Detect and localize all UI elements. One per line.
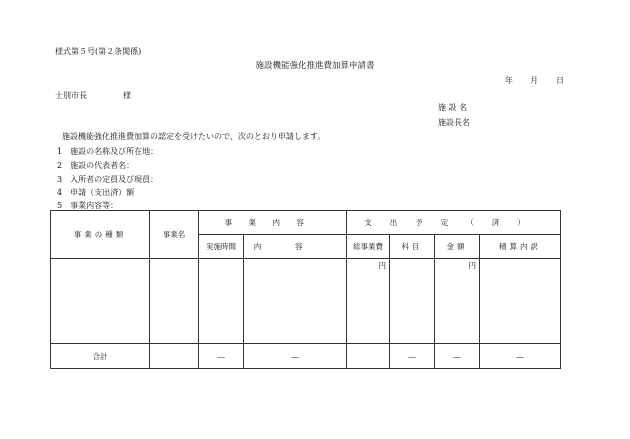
cell-business-name[interactable] (150, 259, 199, 344)
facility-head-label: 施設長名 (438, 118, 470, 127)
addressee: 士別市長 (55, 91, 87, 100)
total-cost-cell[interactable] (347, 344, 390, 369)
header-total-cost: 総事業費 (347, 235, 390, 259)
cell-total-cost[interactable] (347, 259, 390, 344)
cell-period[interactable] (199, 259, 244, 344)
header-breakdown: 積算内訳 (480, 235, 561, 259)
yen-unit: 円 (378, 260, 386, 270)
list-item: 3 入所者の定員及び現員： (57, 175, 159, 184)
addressee-honorific: 様 (123, 91, 131, 100)
form-number: 様式第５号(第２条関係) (55, 47, 142, 56)
date-year-label: 年 (505, 76, 513, 85)
total-dash: ― (435, 344, 480, 369)
table-total-row (51, 344, 561, 369)
header-business-name: 事業名 (150, 211, 199, 259)
list-item: 5 事業内容等： (57, 201, 119, 210)
total-cell-empty (150, 344, 199, 369)
total-dash: ― (390, 344, 435, 369)
header-account: 科目 (390, 235, 435, 259)
list-item: 1 施設の名称及び所在地： (57, 147, 159, 156)
date-day-label: 日 (556, 76, 564, 85)
date-month-label: 月 (530, 76, 538, 85)
cell-content[interactable] (244, 259, 347, 344)
table-row (51, 259, 561, 344)
total-dash: ― (480, 344, 561, 369)
table-header-row (51, 211, 561, 235)
list-item: 4 申請（支出済）額 (57, 188, 135, 197)
header-business-type: 事業の種類 (51, 211, 150, 259)
header-period: 実施時間 (199, 235, 244, 259)
yen-unit: 円 (468, 260, 476, 270)
header-amount: 金額 (435, 235, 480, 259)
expense-table (50, 210, 561, 369)
list-item: 2 施設の代表者名： (57, 161, 135, 170)
header-expense-plan: 支出予定（済） (347, 211, 561, 235)
cell-business-type[interactable] (51, 259, 150, 344)
cell-account[interactable] (390, 259, 435, 344)
cell-amount[interactable] (435, 259, 480, 344)
cell-breakdown[interactable] (480, 259, 561, 344)
facility-name-label: 施 設 名 (438, 103, 468, 112)
header-business-content: 事業内容 (199, 211, 347, 235)
total-dash: ― (199, 344, 244, 369)
header-content: 内容 (244, 235, 347, 259)
intro-text: 施設機能強化推進費加算の認定を受けたいので、次のとおり申請します。 (62, 132, 326, 141)
total-label: 合計 (51, 344, 150, 369)
total-dash: ― (244, 344, 347, 369)
document-title: 施設機能強化推進費加算申請書 (255, 61, 375, 71)
